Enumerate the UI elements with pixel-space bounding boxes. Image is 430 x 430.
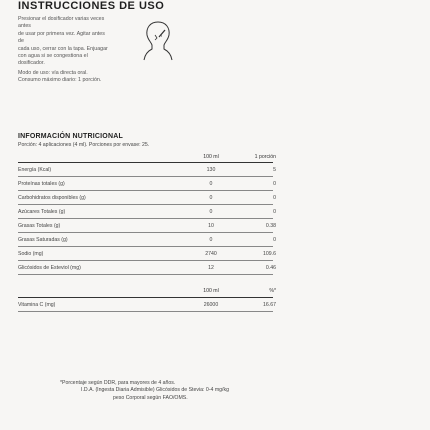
- max-consumption: Consumo máximo diario: 1 porción.: [18, 77, 102, 84]
- table-row: [18, 233, 276, 247]
- footnote-ida: I.D.A. (Ingesta Diaria Admisible) Glicósidos de Stevia: 0-4 mg/kg: [81, 387, 229, 394]
- nutrition-table: [18, 152, 276, 312]
- nutrient-name: Grasas Saturadas (g): [18, 237, 68, 243]
- nutrient-name: Grasas Totales (g): [18, 223, 61, 229]
- table-row: [18, 205, 276, 219]
- value-per-100ml: 0: [209, 181, 213, 187]
- value-per-serving: 0: [273, 209, 276, 215]
- instructions-title: INSTRUCCIONES DE USO: [18, 0, 165, 12]
- header-per-100ml: 100 ml: [203, 154, 219, 160]
- value-percent-ddr: 16.67: [263, 302, 276, 308]
- instructions-line: cada uso, cerrar con la tapa. Enjuagar: [18, 45, 108, 52]
- footnote-ddr: *Porcentaje según DDR, para mayores de 4 años.: [60, 380, 176, 386]
- table-row: [18, 247, 276, 261]
- value-per-serving: 5: [273, 167, 276, 173]
- value-per-serving: 0.38: [265, 223, 276, 229]
- table-row: [18, 163, 276, 177]
- nutrition-title: INFORMACIÓN NUTRICIONAL: [18, 133, 123, 140]
- instructions-line: de usar por primera vez. Agitar antes de: [18, 30, 105, 45]
- nutrient-name: Glicósidos de Esteviol (mg): [18, 265, 81, 271]
- label-content: [18, 0, 418, 308]
- table-row: [18, 298, 276, 312]
- value-per-100ml: 12: [208, 265, 214, 271]
- footnotes: [25, 380, 285, 402]
- value-per-100ml: 130: [206, 167, 216, 173]
- nutrient-name: Sodio (mg): [18, 251, 44, 257]
- value-per-100ml: 2740: [205, 251, 217, 257]
- instructions-line: Presionar el dosificador varias veces antes: [18, 16, 105, 30]
- nutrition-serving-info: Porción: 4 aplicaciones (4 ml). Porciones por envase: 25.: [18, 142, 150, 148]
- person-drinking-icon: [138, 16, 178, 72]
- table-row: [18, 261, 276, 275]
- value-per-100ml: 10: [208, 223, 214, 229]
- table-row: [18, 191, 276, 205]
- table-row: [18, 219, 276, 233]
- value-per-serving: 0.46: [265, 265, 276, 271]
- value-per-serving: 109.6: [263, 251, 276, 257]
- vitamin-table-header: [18, 281, 276, 298]
- usage-paragraph: [18, 70, 108, 85]
- table-row: [18, 177, 276, 191]
- value-per-serving: 0: [273, 195, 276, 201]
- header-per-100ml: 100 ml: [203, 288, 219, 294]
- instructions-line: con agua si se congestiona el dosificador.: [18, 53, 88, 67]
- value-per-serving: 0: [273, 181, 276, 187]
- value-per-100ml: 0: [209, 195, 213, 201]
- footnote-fao: peso Corporal según FAO/OMS.: [113, 394, 188, 401]
- nutrient-name: Vitamina C (mg): [18, 302, 56, 308]
- value-per-serving: 0: [273, 237, 276, 243]
- nutrition-table-header: [18, 152, 276, 163]
- value-per-100ml: 0: [209, 209, 213, 215]
- header-per-serving: 1 porción: [254, 154, 276, 160]
- nutrient-name: Energía (Kcal): [18, 167, 52, 173]
- nutrient-name: Carbohidratos disponibles (g): [18, 195, 86, 201]
- nutrient-name: Proteínas totales (g): [18, 181, 65, 187]
- header-percent-ddr: %*: [269, 288, 276, 294]
- instructions-text: [18, 16, 108, 85]
- nutrient-name: Azúcares Totales (g): [18, 209, 66, 215]
- value-per-100ml: 26000: [203, 302, 219, 308]
- instructions-paragraph: [18, 16, 108, 68]
- mode-of-use: Modo de uso: vía directa oral.: [18, 69, 88, 76]
- value-per-100ml: 0: [209, 237, 213, 243]
